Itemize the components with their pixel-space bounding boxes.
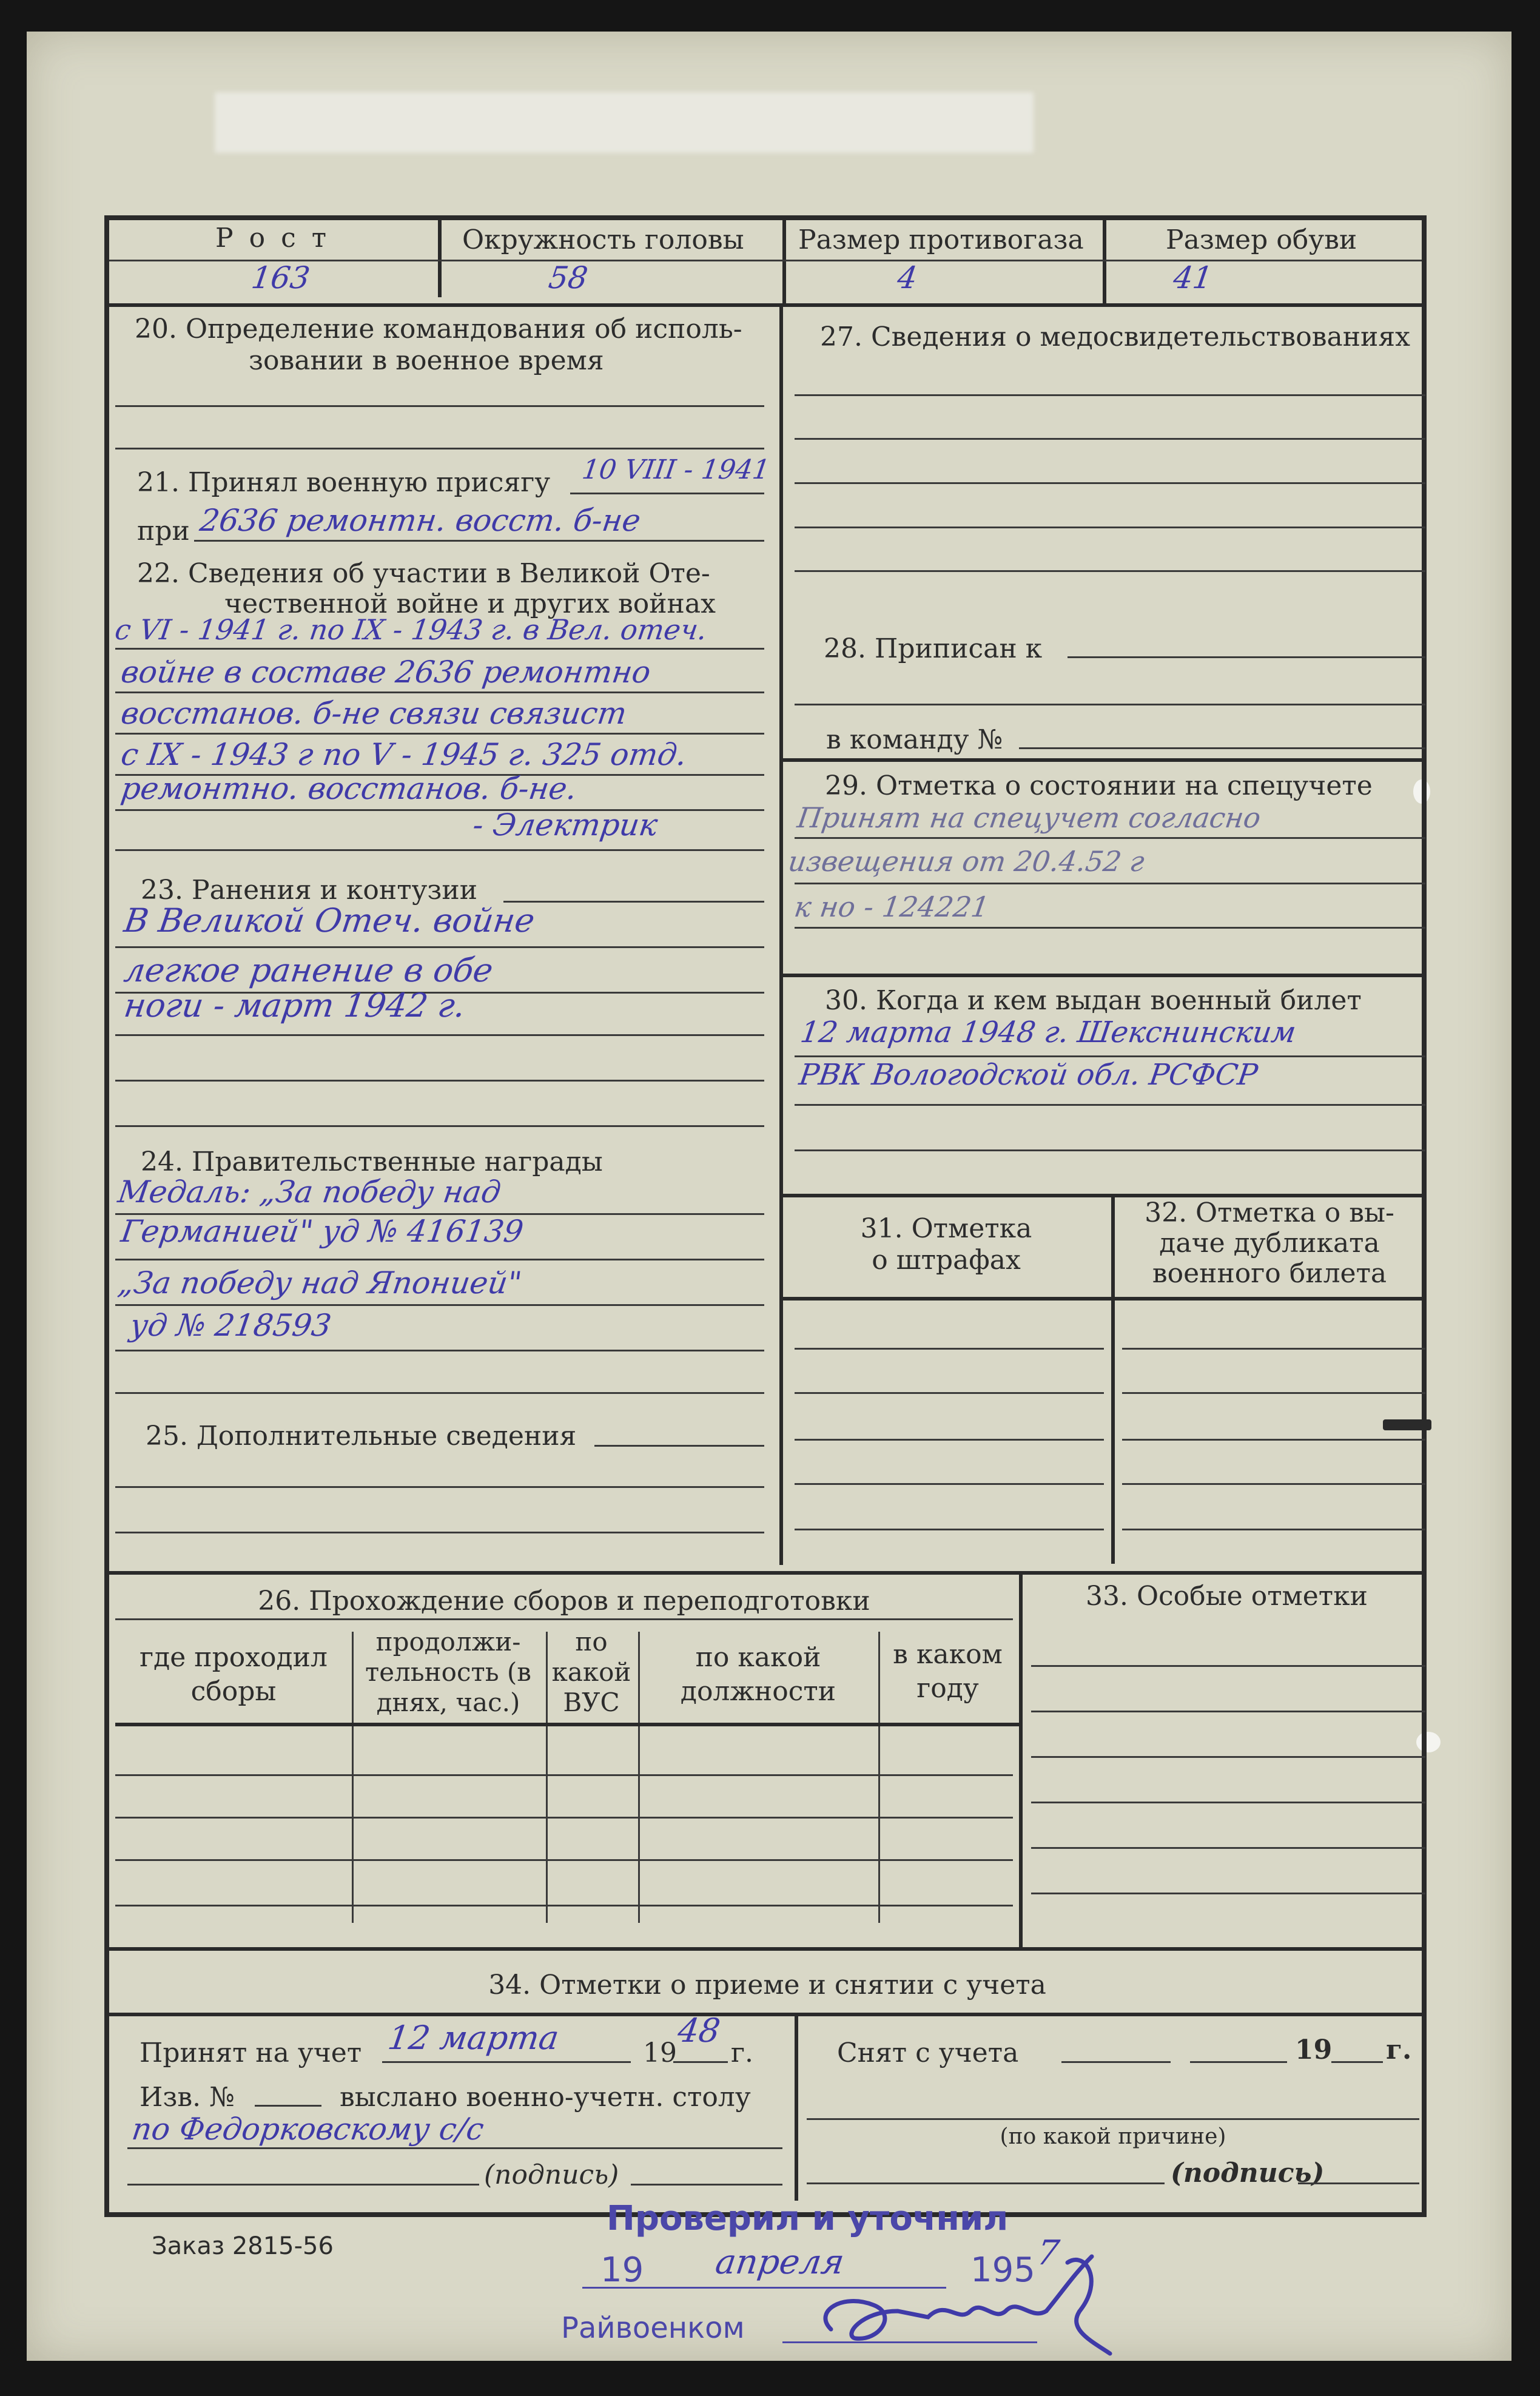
accepted-year-prefix: 19 xyxy=(643,2038,677,2068)
s29-entry: к но - 124221 xyxy=(792,890,992,923)
stamp-commissar: Райвоенком xyxy=(561,2311,745,2345)
stamp-date-prefix: 19 xyxy=(600,2250,644,2290)
s24-entry: Медаль: „За победу над xyxy=(115,1174,503,1210)
s29-label: 29. Отметка о состоянии на спецучете xyxy=(825,770,1373,801)
height-value: 163 xyxy=(249,260,312,295)
s26-col-place: где проходил сборы xyxy=(140,1642,328,1707)
signature-label-left: (подпись) xyxy=(484,2159,619,2190)
s28-label: 28. Приписан к xyxy=(824,633,1043,664)
s22-entry: с IX - 1943 г по V - 1945 г. 325 отд. xyxy=(118,737,689,772)
verification-stamp-title: Проверил и уточнил xyxy=(607,2199,1009,2238)
s24-entry: „За победу над Японией" xyxy=(115,1265,524,1301)
stamp-year-prefix: 195 xyxy=(970,2250,1035,2290)
stamp-date-month: апреля xyxy=(713,2243,847,2282)
s20-label: 20. Определение командования об исполь- xyxy=(135,314,742,345)
order-number: Заказ 2815-56 xyxy=(152,2232,334,2260)
s25-label: 25. Дополнительные сведения xyxy=(146,1421,577,1452)
s21-label: 21. Принял военную присягу xyxy=(137,467,551,498)
signature xyxy=(807,2238,1122,2360)
stamp-year: 7 xyxy=(1034,2233,1062,2273)
s28-team-label: в команду № xyxy=(826,724,1003,755)
s22-entry: с VI - 1941 г. по IX - 1943 г. в Вел. отеч. xyxy=(113,613,710,646)
s24-label: 24. Правительственные награды xyxy=(141,1146,603,1177)
izv-label: Изв. № xyxy=(140,2082,235,2113)
height-label: Р о с т xyxy=(215,223,331,254)
sent-to: по Федорковскому с/с xyxy=(129,2112,486,2147)
reason-label: (по какой причине) xyxy=(1000,2124,1226,2149)
s30-entry: РВК Вологодской обл. РСФСР xyxy=(797,1058,1260,1092)
s24-entry: уд № 218593 xyxy=(127,1308,334,1343)
s23-entry: легкое ранение в обе xyxy=(121,951,496,989)
s24-entry: Германией" уд № 416139 xyxy=(118,1214,526,1249)
s32-label-3: военного билета xyxy=(1152,1258,1387,1289)
head-value: 58 xyxy=(546,260,590,295)
removed-label: Снят с учета xyxy=(837,2038,1019,2068)
shoe-label: Размер обуви xyxy=(1166,224,1357,255)
s22-entry: - Электрик xyxy=(470,807,660,843)
s27-label: 27. Сведения о медосвидетельствованиях xyxy=(820,321,1410,352)
accepted-year-suffix: г. xyxy=(731,2038,754,2068)
accepted-year: 48 xyxy=(675,2011,723,2050)
s32-label: 32. Отметка о вы- xyxy=(1145,1197,1394,1228)
s26-col-year: в каком году xyxy=(893,1639,1003,1704)
s34-title: 34. Отметки о приеме и снятии с учета xyxy=(488,1970,1046,2001)
s30-label: 30. Когда и кем выдан военный билет xyxy=(825,985,1362,1016)
removed-year-prefix: 19 xyxy=(1295,2034,1333,2065)
s23-entry: В Великой Отеч. войне xyxy=(121,901,537,940)
s26-col-position: по какой должности xyxy=(680,1642,836,1707)
s33-label: 33. Особые отметки xyxy=(1086,1581,1368,1612)
s26-title: 26. Прохождение сборов и переподготовки xyxy=(258,1586,870,1617)
s21-pri: при xyxy=(137,516,190,547)
removed-year-suffix: г. xyxy=(1386,2034,1412,2065)
s30-entry: 12 марта 1948 г. Шекснинским xyxy=(798,1015,1299,1049)
s21-date: 10 VIII - 1941 xyxy=(580,454,772,485)
accepted-label: Принят на учет xyxy=(140,2038,362,2068)
adhesive-tape xyxy=(215,92,1034,153)
gasmask-value: 4 xyxy=(895,260,920,295)
s23-label: 23. Ранения и контузии xyxy=(141,875,478,906)
s29-entry: извещения от 20.4.52 г xyxy=(786,845,1147,878)
s22-entry: восстанов. б-не связи связист xyxy=(118,696,629,731)
s31-label-2: о штрафах xyxy=(872,1245,1021,1276)
sent-label: выслано военно-учетн. столу xyxy=(340,2082,751,2113)
s29-entry: Принят на спецучет согласно xyxy=(795,801,1263,834)
s22-label: 22. Сведения об участии в Великой Оте- xyxy=(137,558,710,589)
s23-entry: ноги - март 1942 г. xyxy=(121,986,468,1025)
s26-col-duration: продолжи-тельность (в днях, час.) xyxy=(365,1627,531,1717)
s22-entry: ремонтно. восстанов. б-не. xyxy=(118,771,579,806)
head-label: Окружность головы xyxy=(462,224,744,255)
s31-label: 31. Отметка xyxy=(860,1213,1032,1244)
s32-label-2: даче дубликата xyxy=(1159,1228,1380,1259)
s26-col-vus: по какой ВУС xyxy=(551,1627,631,1717)
ink-mark xyxy=(1383,1419,1431,1430)
s20-label-2: зовании в военное время xyxy=(249,345,604,376)
s22-entry: войне в составе 2636 ремонтно xyxy=(118,655,653,690)
s22-label-2: чественной войне и других войнах xyxy=(224,588,716,619)
gasmask-label: Размер противогаза xyxy=(798,224,1084,255)
signature-label-right: (подпись) xyxy=(1171,2158,1325,2189)
shoe-value: 41 xyxy=(1171,260,1215,295)
accepted-date: 12 марта xyxy=(385,2019,562,2057)
s21-unit: 2636 ремонтн. восст. б-не xyxy=(197,503,643,538)
